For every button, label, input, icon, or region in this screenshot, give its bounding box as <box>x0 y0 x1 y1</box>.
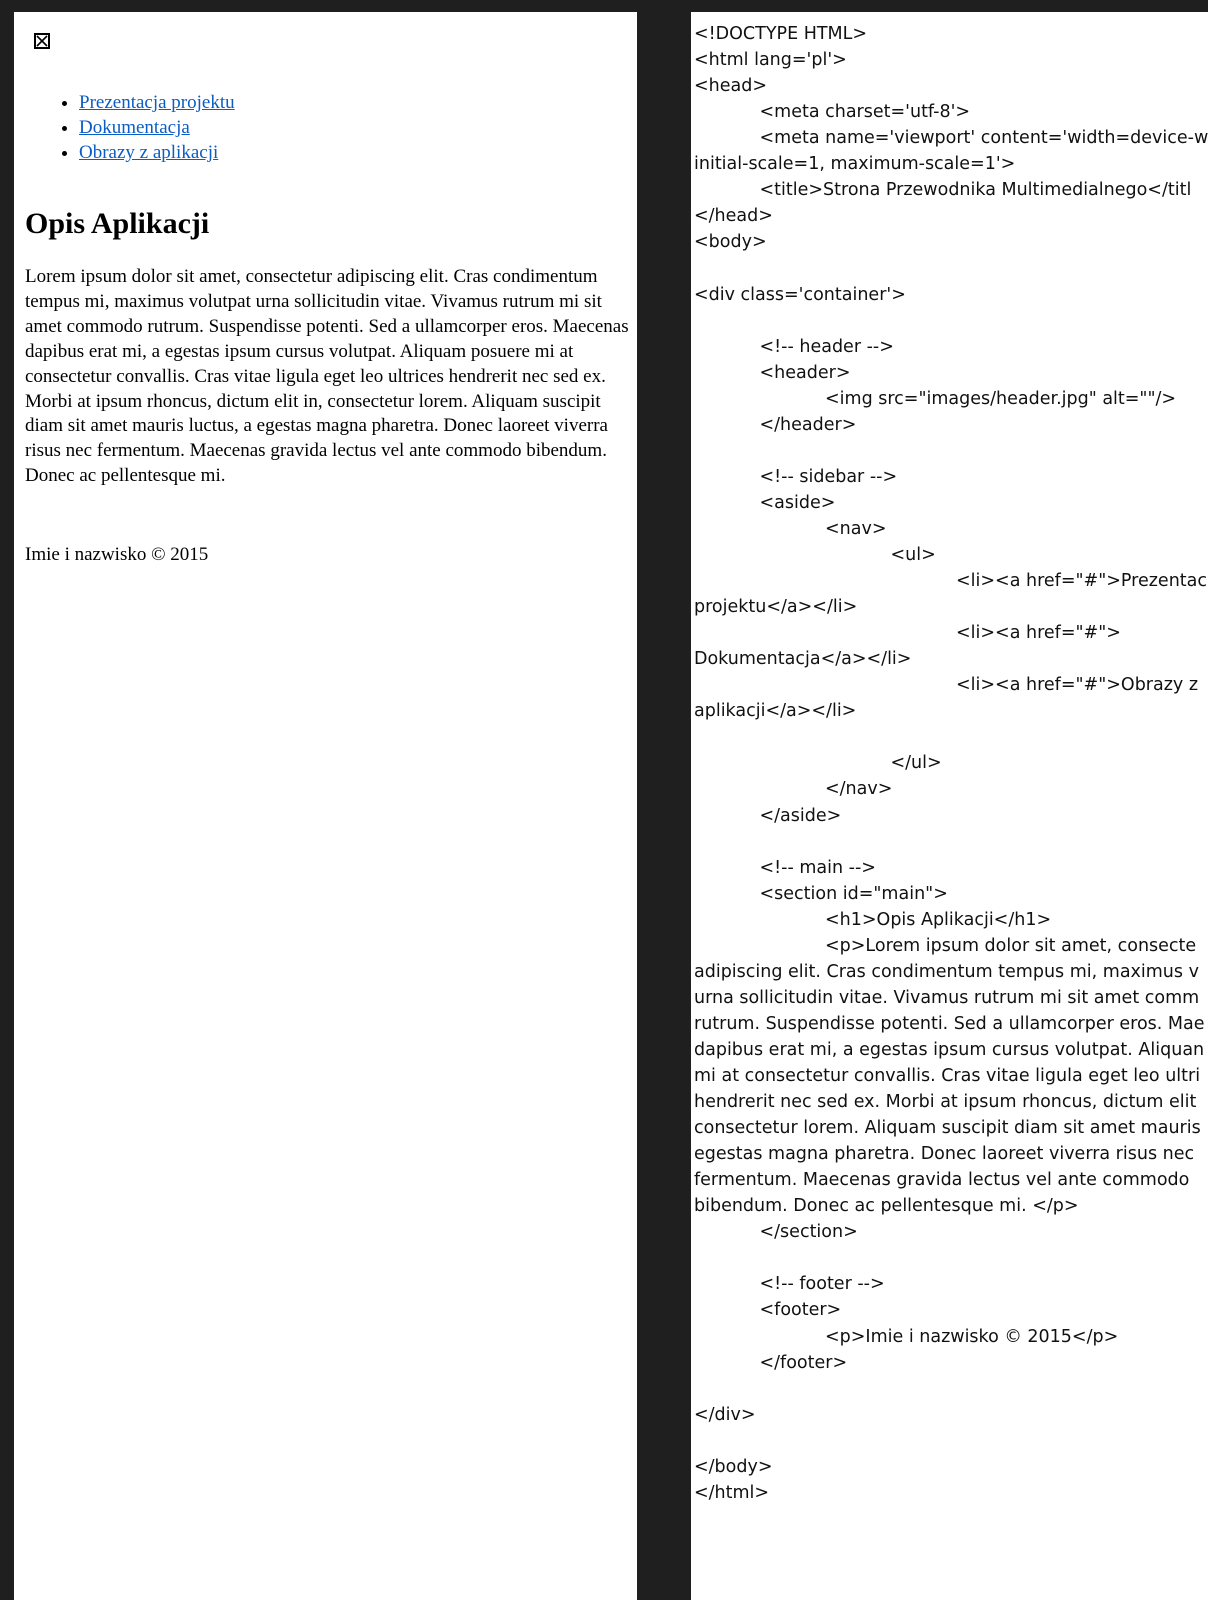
code-line: <div class='container'> <box>694 284 906 305</box>
code-line: <!-- footer --> <box>759 1274 885 1295</box>
code-line: <li><a href="#"> <box>956 623 1121 644</box>
footer-text: Imie i nazwisko © 2015 <box>25 544 209 565</box>
code-line: <footer> <box>759 1300 842 1321</box>
code-line: aplikacji</a></li> <box>694 701 857 722</box>
nav-link-dokumentacja[interactable]: Dokumentacja <box>79 117 190 138</box>
code-line: <img src="images/header.jpg" alt=""/> <box>825 388 1177 409</box>
code-line: dapibus erat mi, a egestas ipsum cursus volutpat. Aliquan <box>694 1039 1205 1060</box>
sidebar-nav <box>45 90 235 165</box>
code-line: <section id="main"> <box>759 883 948 904</box>
code-line: </head> <box>694 206 773 227</box>
code-line: projektu</a></li> <box>694 597 858 618</box>
code-line: Dokumentacja</a></li> <box>694 649 912 670</box>
code-line: egestas magna pharetra. Donec laoreet viverra risus nec <box>694 1144 1195 1165</box>
code-line: <!-- sidebar --> <box>759 466 898 487</box>
code-line: <nav> <box>825 518 887 539</box>
code-line: <title>Strona Przewodnika Multimedialnego</titl <box>759 180 1192 201</box>
code-line: <html lang='pl'> <box>694 50 847 71</box>
code-line: <li><a href="#">Obrazy z <box>956 675 1199 696</box>
code-line: </header> <box>759 414 857 435</box>
code-line: consectetur lorem. Aliquam suscipit diam sit amet mauris <box>694 1118 1201 1139</box>
main-paragraph: Lorem ipsum dolor sit amet, consectetur adipiscing elit. Cras condimentum tempus mi, maximus volutpat urna sollicitudin vitae. Vivamus rutrum mi sit amet commodo rutrum. Suspendisse potenti. Sed a ullamcorper eros. Maecenas dapibus erat mi, a egestas ipsum cursus volutpat. Aliquam posuere mi at consectetur convallis. Cras vitae ligula eget leo ultrices hendrerit nec sed ex. Morbi at ipsum rhoncus, dictum elit in, consectetur lorem. Aliquam suscipit diam sit amet mauris luctus, a egestas magna pharetra. Donec laoreet viverra risus nec fermentum. Maecenas gravida lectus vel ante commodo bibendum. Donec ac pellentesque mi. <box>25 266 629 487</box>
nav-item <box>79 90 235 115</box>
nav-item <box>79 140 235 165</box>
code-line: </div> <box>694 1404 756 1425</box>
code-line: <h1>Opis Aplikacji</h1> <box>825 909 1052 930</box>
code-line: rutrum. Suspendisse potenti. Sed a ullamcorper eros. Mae <box>694 1013 1205 1034</box>
source-code-pane <box>691 12 1208 1600</box>
broken-image-icon <box>34 33 50 49</box>
code-line: <header> <box>759 362 851 383</box>
code-line: </body> <box>694 1456 773 1477</box>
code-line: <ul> <box>890 545 936 565</box>
nav-link-obrazy-z-aplikacji[interactable]: Obrazy z aplikacji <box>79 142 219 163</box>
code-line: <!-- main --> <box>759 857 876 878</box>
code-line: <!DOCTYPE HTML> <box>694 24 868 44</box>
code-line: </ul> <box>890 753 942 774</box>
code-line: </section> <box>759 1222 858 1243</box>
rendered-page-pane <box>14 12 637 1600</box>
code-line: <p>Lorem ipsum dolor sit amet, consecte <box>825 935 1197 956</box>
code-line: <head> <box>694 76 768 97</box>
code-line: hendrerit nec sed ex. Morbi at ipsum rhoncus, dictum elit <box>694 1092 1197 1113</box>
page-title: Opis Aplikacji <box>25 207 210 240</box>
code-line: <p>Imie i nazwisko © 2015</p> <box>825 1326 1119 1347</box>
code-line: <!-- header --> <box>759 336 894 357</box>
code-line: </html> <box>694 1482 770 1503</box>
code-line: bibendum. Donec ac pellentesque mi. </p> <box>694 1196 1079 1217</box>
code-line: </aside> <box>759 805 842 826</box>
code-line: adipiscing elit. Cras condimentum tempus mi, maximus v <box>694 961 1199 982</box>
code-line: mi at consectetur convallis. Cras vitae ligula eget leo ultri <box>694 1066 1201 1086</box>
code-line: <li><a href="#">Prezentac <box>956 571 1207 592</box>
code-line: </footer> <box>759 1352 848 1373</box>
code-line: <meta name='viewport' content='width=device-w <box>759 128 1208 149</box>
nav-item <box>79 115 235 140</box>
nav-link-prezentacja-projektu[interactable]: Prezentacja projektu <box>79 92 235 113</box>
code-line: <body> <box>694 232 767 253</box>
code-line: fermentum. Maecenas gravida lectus vel ante commodo <box>694 1170 1190 1191</box>
code-line: <aside> <box>759 492 836 513</box>
code-line: </nav> <box>825 779 893 800</box>
code-line: <meta charset='utf-8'> <box>759 102 971 123</box>
code-line: initial-scale=1, maximum-scale=1'> <box>694 154 1016 175</box>
code-line: urna sollicitudin vitae. Vivamus rutrum mi sit amet comm <box>694 987 1200 1008</box>
